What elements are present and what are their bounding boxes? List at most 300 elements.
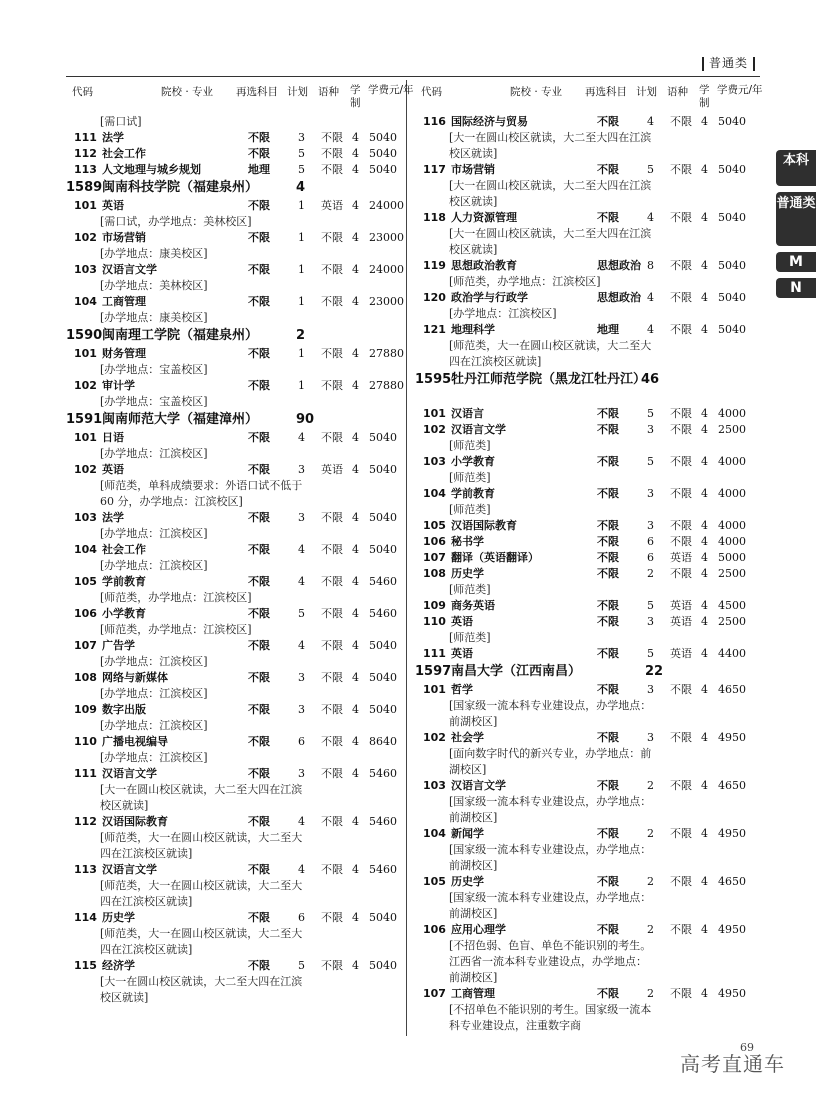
plan-count: 4: [647, 291, 654, 304]
program-name: 英语: [102, 199, 124, 212]
duration-years: 4: [352, 463, 359, 476]
program-name: 商务英语: [451, 599, 495, 612]
language: 不限: [321, 911, 343, 924]
subject-requirement: 不限: [597, 827, 619, 840]
subject-requirement: 不限: [248, 199, 270, 212]
subject-requirement: 不限: [597, 519, 619, 532]
language: 不限: [321, 607, 343, 620]
program-name: 人力资源管理: [451, 211, 517, 224]
program-name: 广播电视编导: [102, 735, 168, 748]
header-rule: [66, 76, 760, 77]
tuition-fee: 4000: [718, 407, 746, 420]
program-name: 秘书学: [451, 535, 484, 548]
tuition-fee: 2500: [718, 423, 746, 436]
program-code: 111: [74, 767, 97, 780]
program-note: [办学地点：江滨校区]: [100, 751, 208, 764]
tuition-fee: 4000: [718, 487, 746, 500]
program-row: [66, 734, 406, 750]
program-note: [不招色弱、色盲、单色不能识别的考生。江西省一流本科专业建设点，办学地点：前湖校区]: [449, 939, 652, 984]
program-name: 英语: [451, 647, 473, 660]
plan-count: 5: [647, 163, 654, 176]
program-row: [415, 210, 755, 226]
program-row: [415, 778, 755, 794]
subject-requirement: 不限: [248, 575, 270, 588]
duration-years: 4: [701, 535, 708, 548]
duration-years: 4: [352, 147, 359, 160]
program-code: 104: [423, 487, 446, 500]
program-name: 财务管理: [102, 347, 146, 360]
program-row: [415, 986, 755, 1002]
header-year: 学制: [699, 84, 710, 109]
school-name: 南昌大学（江西南昌）: [451, 664, 582, 679]
tab-n[interactable]: N: [776, 278, 816, 298]
program-row: [66, 574, 406, 590]
plan-count: 5: [298, 607, 305, 620]
language: 不限: [321, 263, 343, 276]
program-code: 106: [74, 607, 97, 620]
subject-requirement: 不限: [248, 347, 270, 360]
tuition-fee: 23000: [369, 295, 404, 308]
duration-years: 4: [352, 767, 359, 780]
language: 不限: [321, 379, 343, 392]
duration-years: 4: [701, 407, 708, 420]
program-name: 历史学: [102, 911, 135, 924]
duration-years: 4: [352, 199, 359, 212]
tab-m[interactable]: M: [776, 252, 816, 272]
language: 不限: [321, 815, 343, 828]
language: 不限: [670, 487, 692, 500]
program-code: 104: [74, 295, 97, 308]
program-name: 网络与新媒体: [102, 671, 168, 684]
program-code: 102: [74, 379, 97, 392]
program-note: [面向数字时代的新兴专业，办学地点：前湖校区]: [449, 747, 652, 776]
program-row: [66, 606, 406, 622]
tab-undergrad[interactable]: 本科: [776, 150, 816, 186]
header-req: 再选科目: [236, 86, 278, 98]
program-code: 107: [423, 987, 446, 1000]
subject-requirement: 不限: [248, 511, 270, 524]
program-name: 历史学: [451, 567, 484, 580]
subject-requirement: 不限: [597, 455, 619, 468]
program-code: 105: [423, 519, 446, 532]
plan-count: 2: [647, 875, 654, 888]
plan-count: 3: [298, 767, 305, 780]
school-code: 1597: [415, 664, 452, 679]
plan-count: 4: [647, 115, 654, 128]
tuition-fee: 5040: [718, 115, 746, 128]
program-row: [66, 130, 406, 146]
plan-count: 2: [647, 923, 654, 936]
subject-requirement: 不限: [597, 683, 619, 696]
plan-count: 5: [647, 455, 654, 468]
plan-count: 2: [647, 827, 654, 840]
program-row: [66, 510, 406, 526]
duration-years: 4: [701, 423, 708, 436]
tuition-fee: 4500: [718, 599, 746, 612]
divider: [702, 57, 704, 71]
plan-count: 1: [298, 379, 305, 392]
plan-count: 8: [647, 259, 654, 272]
language: 不限: [321, 295, 343, 308]
program-note: [办学地点：康美校区]: [100, 311, 208, 324]
program-code: 109: [74, 703, 97, 716]
program-name: 广告学: [102, 639, 135, 652]
plan-count: 3: [647, 487, 654, 500]
tuition-fee: 4400: [718, 647, 746, 660]
program-code: 119: [423, 259, 446, 272]
language: 英语: [321, 463, 343, 476]
program-name: 汉语言文学: [102, 863, 157, 876]
language: 不限: [321, 703, 343, 716]
program-name: 法学: [102, 511, 124, 524]
duration-years: 4: [701, 487, 708, 500]
tuition-fee: 5040: [718, 211, 746, 224]
subject-requirement: 不限: [597, 211, 619, 224]
duration-years: 4: [352, 263, 359, 276]
plan-count: 5: [298, 163, 305, 176]
subject-requirement: 不限: [248, 767, 270, 780]
language: 不限: [321, 575, 343, 588]
language: 不限: [670, 567, 692, 580]
program-row: [66, 862, 406, 878]
tuition-fee: 4650: [718, 875, 746, 888]
program-name: 英语: [451, 615, 473, 628]
school-header: [66, 326, 406, 346]
program-note: [国家级一流本科专业建设点，办学地点：前湖校区]: [449, 795, 652, 824]
duration-years: 4: [701, 211, 708, 224]
program-code: 106: [423, 923, 446, 936]
program-note: [师范类]: [449, 439, 491, 452]
plan-count: 6: [298, 911, 305, 924]
program-row: [66, 702, 406, 718]
program-row: [415, 422, 755, 438]
language: 不限: [670, 779, 692, 792]
left-list: [66, 114, 406, 1006]
program-row: [66, 378, 406, 394]
tuition-fee: 4950: [718, 923, 746, 936]
school-header: [415, 370, 755, 406]
program-code: 120: [423, 291, 446, 304]
program-code: 104: [74, 543, 97, 556]
program-name: 社会工作: [102, 543, 146, 556]
program-name: 工商管理: [102, 295, 146, 308]
program-name: 经济学: [102, 959, 135, 972]
header-code: 代码: [72, 86, 93, 98]
program-code: 106: [423, 535, 446, 548]
program-row: [415, 598, 755, 614]
school-header: [66, 178, 406, 198]
school-code: 1591: [66, 412, 103, 427]
tuition-fee: 4000: [718, 519, 746, 532]
program-name: 学前教育: [451, 487, 495, 500]
program-note: [办学地点：江滨校区]: [100, 447, 208, 460]
program-name: 政治学与行政学: [451, 291, 528, 304]
header-fee: 学费元/年: [717, 84, 763, 96]
plan-count: 1: [298, 231, 305, 244]
program-name: 工商管理: [451, 987, 495, 1000]
program-code: 110: [74, 735, 97, 748]
subject-requirement: 不限: [248, 959, 270, 972]
program-name: 社会工作: [102, 147, 146, 160]
tuition-fee: 4950: [718, 731, 746, 744]
duration-years: 4: [352, 231, 359, 244]
plan-count: 1: [298, 263, 305, 276]
plan-count: 4: [298, 863, 305, 876]
duration-years: 4: [352, 863, 359, 876]
language: 不限: [670, 291, 692, 304]
subject-requirement: 不限: [597, 615, 619, 628]
program-code: 103: [423, 455, 446, 468]
duration-years: 4: [701, 115, 708, 128]
program-note: [大一在圆山校区就读，大二至大四在江滨校区就读]: [100, 975, 303, 1004]
tuition-fee: 5460: [369, 607, 397, 620]
program-code: 103: [423, 779, 446, 792]
program-row: [66, 262, 406, 278]
program-row: [415, 322, 755, 338]
subject-requirement: 不限: [597, 987, 619, 1000]
program-code: 109: [423, 599, 446, 612]
subject-requirement: 不限: [248, 147, 270, 160]
language: 不限: [670, 211, 692, 224]
plan-count: 3: [298, 131, 305, 144]
subject-requirement: 不限: [597, 487, 619, 500]
program-note: [需口试，办学地点：美林校区]: [100, 215, 252, 228]
program-row: [66, 814, 406, 830]
program-code: 105: [423, 875, 446, 888]
program-name: 地理科学: [451, 323, 495, 336]
duration-years: 4: [352, 347, 359, 360]
subject-requirement: 不限: [248, 703, 270, 716]
plan-count: 2: [647, 987, 654, 1000]
subject-requirement: 不限: [248, 671, 270, 684]
tuition-fee: 5040: [369, 671, 397, 684]
subject-requirement: 不限: [597, 163, 619, 176]
subject-requirement: 不限: [248, 607, 270, 620]
plan-count: 5: [298, 147, 305, 160]
tuition-fee: 4000: [718, 455, 746, 468]
subject-requirement: 不限: [597, 731, 619, 744]
program-row: [415, 518, 755, 534]
program-note: [师范类，大一在圆山校区就读，大二至大四在江滨校区就读]: [100, 831, 303, 860]
language: 英语: [670, 615, 692, 628]
plan-count: 2: [647, 567, 654, 580]
duration-years: 4: [701, 567, 708, 580]
program-name: 汉语言文学: [102, 263, 157, 276]
duration-years: 4: [701, 323, 708, 336]
school-name: 闽南理工学院（福建泉州）: [102, 328, 259, 343]
language: 不限: [321, 639, 343, 652]
duration-years: 4: [352, 543, 359, 556]
school-code: 1589: [66, 180, 103, 195]
subject-requirement: 不限: [248, 295, 270, 308]
subject-requirement: 思想政治: [597, 259, 641, 272]
subject-requirement: 不限: [248, 431, 270, 444]
program-code: 121: [423, 323, 446, 336]
plan-count: 6: [647, 535, 654, 548]
plan-count: 3: [647, 615, 654, 628]
program-name: 国际经济与贸易: [451, 115, 528, 128]
plan-count: 4: [298, 575, 305, 588]
program-note: [办学地点：江滨校区]: [100, 527, 208, 540]
program-note: [办学地点：宝盖校区]: [100, 363, 208, 376]
program-code: 110: [423, 615, 446, 628]
header-fee: 学费元/年: [368, 84, 414, 96]
duration-years: 4: [701, 291, 708, 304]
tuition-fee: 23000: [369, 231, 404, 244]
program-row: [415, 290, 755, 306]
plan-count: 4: [298, 639, 305, 652]
tuition-fee: 5040: [369, 463, 397, 476]
language: 不限: [321, 767, 343, 780]
language: 不限: [670, 827, 692, 840]
tuition-fee: 5040: [369, 639, 397, 652]
program-code: 101: [74, 199, 97, 212]
tab-general[interactable]: 普通类: [776, 192, 816, 246]
tuition-fee: 24000: [369, 263, 404, 276]
tuition-fee: 27880: [369, 379, 404, 392]
plan-count: 3: [647, 519, 654, 532]
language: 不限: [670, 407, 692, 420]
program-note: [师范类，办学地点：江滨校区]: [100, 591, 252, 604]
subject-requirement: 不限: [597, 779, 619, 792]
school-plan-total: 22: [645, 664, 664, 679]
tuition-fee: 5040: [718, 259, 746, 272]
program-note: [国家级一流本科专业建设点，办学地点：前湖校区]: [449, 891, 652, 920]
plan-count: 6: [647, 551, 654, 564]
program-note: [办学地点：康美校区]: [100, 247, 208, 260]
tuition-fee: 4650: [718, 683, 746, 696]
program-row: [66, 346, 406, 362]
program-code: 107: [74, 639, 97, 652]
program-row: [415, 614, 755, 630]
plan-count: 1: [298, 199, 305, 212]
language: 英语: [670, 551, 692, 564]
program-code: 108: [423, 567, 446, 580]
header-code: 代码: [421, 86, 442, 98]
program-name: 市场营销: [451, 163, 495, 176]
program-code: 104: [423, 827, 446, 840]
program-row: [66, 198, 406, 214]
program-code: 116: [423, 115, 446, 128]
duration-years: 4: [352, 703, 359, 716]
subject-requirement: 不限: [597, 875, 619, 888]
subject-requirement: 不限: [248, 911, 270, 924]
program-note: [师范类]: [449, 471, 491, 484]
tuition-fee: 24000: [369, 199, 404, 212]
program-note: [师范类，单科成绩要求：外语口试不低于 60 分，办学地点：江滨校区]: [100, 479, 303, 508]
school-header: [66, 410, 406, 430]
plan-count: 3: [298, 463, 305, 476]
program-name: 应用心理学: [451, 923, 506, 936]
program-row: [415, 114, 755, 130]
plan-count: 1: [298, 347, 305, 360]
program-code: 117: [423, 163, 446, 176]
program-note: [师范类，大一在圆山校区就读，大二至大四在江滨校区就读]: [449, 339, 652, 368]
language: 不限: [670, 535, 692, 548]
duration-years: 4: [352, 511, 359, 524]
tuition-fee: 2500: [718, 615, 746, 628]
subject-requirement: 不限: [248, 543, 270, 556]
language: 不限: [321, 959, 343, 972]
program-code: 101: [423, 407, 446, 420]
language: 不限: [670, 323, 692, 336]
program-note: [大一在圆山校区就读，大二至大四在江滨校区就读]: [100, 783, 303, 812]
program-note: [办学地点：美林校区]: [100, 279, 208, 292]
duration-years: 4: [701, 455, 708, 468]
duration-years: 4: [701, 259, 708, 272]
school-code: 1590: [66, 328, 103, 343]
header-req: 再选科目: [585, 86, 627, 98]
program-row: [415, 566, 755, 582]
program-row: [66, 542, 406, 558]
category-label: 普通类: [708, 56, 748, 70]
header-name: 院校 · 专业: [161, 86, 214, 98]
subject-requirement: 不限: [248, 735, 270, 748]
tuition-fee: 5460: [369, 767, 397, 780]
program-note: [办学地点：江滨校区]: [449, 307, 557, 320]
program-row: [415, 454, 755, 470]
language: 不限: [670, 923, 692, 936]
language: 不限: [670, 519, 692, 532]
program-row: [66, 230, 406, 246]
page-number: 69: [740, 1041, 754, 1054]
program-name: 历史学: [451, 875, 484, 888]
header-name: 院校 · 专业: [510, 86, 563, 98]
subject-requirement: 不限: [248, 639, 270, 652]
program-code: 112: [74, 147, 97, 160]
plan-count: 3: [647, 423, 654, 436]
program-name: 法学: [102, 131, 124, 144]
tuition-fee: 5040: [369, 131, 397, 144]
program-name: 日语: [102, 431, 124, 444]
duration-years: 4: [352, 163, 359, 176]
duration-years: 4: [352, 607, 359, 620]
tuition-fee: 4000: [718, 535, 746, 548]
program-code: 101: [74, 347, 97, 360]
subject-requirement: 不限: [597, 407, 619, 420]
program-row: [415, 874, 755, 890]
language: 不限: [321, 863, 343, 876]
duration-years: 4: [352, 959, 359, 972]
tuition-fee: 5040: [369, 511, 397, 524]
plan-count: 1: [298, 295, 305, 308]
program-row: [66, 462, 406, 478]
program-row: [66, 638, 406, 654]
tuition-fee: 27880: [369, 347, 404, 360]
program-code: 102: [423, 731, 446, 744]
language: 不限: [321, 231, 343, 244]
program-name: 汉语言: [451, 407, 484, 420]
program-code: 103: [74, 263, 97, 276]
plan-count: 4: [298, 543, 305, 556]
duration-years: 4: [701, 551, 708, 564]
language: 不限: [670, 987, 692, 1000]
language: 不限: [670, 259, 692, 272]
program-note: [国家级一流本科专业建设点，办学地点：前湖校区]: [449, 699, 652, 728]
duration-years: 4: [701, 615, 708, 628]
header-lang: 语种: [667, 86, 688, 98]
school-plan-total: 90: [296, 412, 315, 427]
program-note: [办学地点：江滨校区]: [100, 687, 208, 700]
duration-years: 4: [352, 671, 359, 684]
program-note: [师范类，大一在圆山校区就读，大二至大四在江滨校区就读]: [100, 927, 303, 956]
subject-requirement: 不限: [597, 423, 619, 436]
duration-years: 4: [701, 599, 708, 612]
school-plan-total: 46: [641, 372, 660, 387]
program-row: [415, 162, 755, 178]
header-plan: 计划: [287, 86, 308, 98]
program-row: [66, 670, 406, 686]
